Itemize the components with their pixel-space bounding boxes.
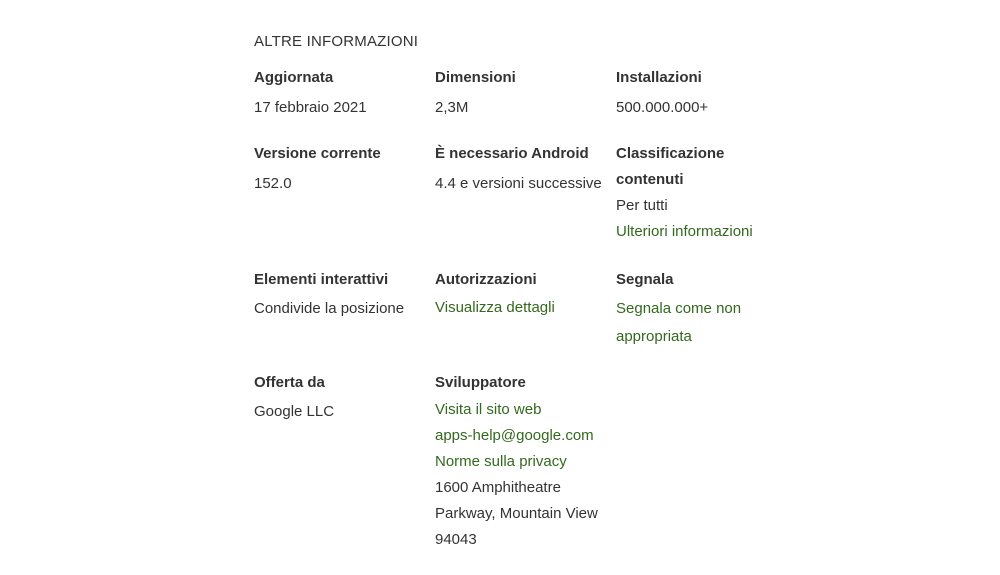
offered-by-field — [254, 370, 429, 425]
developer-label: Sviluppatore — [435, 374, 526, 391]
developer-address-line2: Parkway, Mountain View — [435, 505, 598, 522]
version-label: Versione corrente — [254, 145, 381, 162]
content-rating-field — [616, 141, 791, 245]
permissions-field — [435, 267, 610, 321]
developer-address-line3: 94043 — [435, 531, 477, 548]
section-title: ALTRE INFORMAZIONI — [254, 33, 419, 50]
developer-email-link[interactable]: apps-help@google.com — [435, 427, 594, 444]
offered-by-label: Offerta da — [254, 374, 325, 391]
visit-website-link[interactable]: Visita il sito web — [435, 401, 542, 418]
updated-field — [254, 65, 429, 121]
android-requirement-value: 4.4 e versioni successive — [435, 175, 602, 192]
size-field — [435, 65, 610, 121]
view-details-link[interactable]: Visualizza dettagli — [435, 299, 555, 316]
report-field — [616, 267, 791, 351]
more-info-link[interactable]: Ulteriori informazioni — [616, 223, 753, 240]
size-value: 2,3M — [435, 99, 469, 116]
content-rating-label-line2: contenuti — [616, 171, 684, 188]
version-value: 152.0 — [254, 175, 292, 192]
version-field — [254, 141, 429, 197]
installs-value: 500.000.000+ — [616, 99, 709, 116]
android-requirement-label: È necessario Android — [435, 145, 589, 162]
report-link-line1[interactable]: Segnala come non — [616, 300, 742, 317]
content-rating-label-line1: Classificazione — [616, 145, 725, 162]
installs-label: Installazioni — [616, 69, 702, 86]
interactive-elements-value: Condivide la posizione — [254, 300, 405, 317]
offered-by-value: Google LLC — [254, 403, 335, 420]
interactive-elements-field — [254, 267, 429, 322]
android-requirement-field — [435, 141, 615, 197]
privacy-policy-link[interactable]: Norme sulla privacy — [435, 453, 567, 470]
developer-field — [435, 370, 615, 553]
developer-address-line1: 1600 Amphitheatre — [435, 479, 561, 496]
updated-label: Aggiornata — [254, 69, 334, 86]
size-label: Dimensioni — [435, 69, 516, 86]
report-label: Segnala — [616, 271, 674, 288]
report-link-line2[interactable]: appropriata — [616, 328, 692, 345]
report-link[interactable] — [616, 295, 791, 351]
additional-info-section — [254, 0, 814, 575]
updated-value: 17 febbraio 2021 — [254, 99, 367, 116]
permissions-label: Autorizzazioni — [435, 271, 537, 288]
installs-field — [616, 65, 791, 121]
content-rating-value: Per tutti — [616, 197, 668, 214]
interactive-elements-label: Elementi interattivi — [254, 271, 389, 288]
